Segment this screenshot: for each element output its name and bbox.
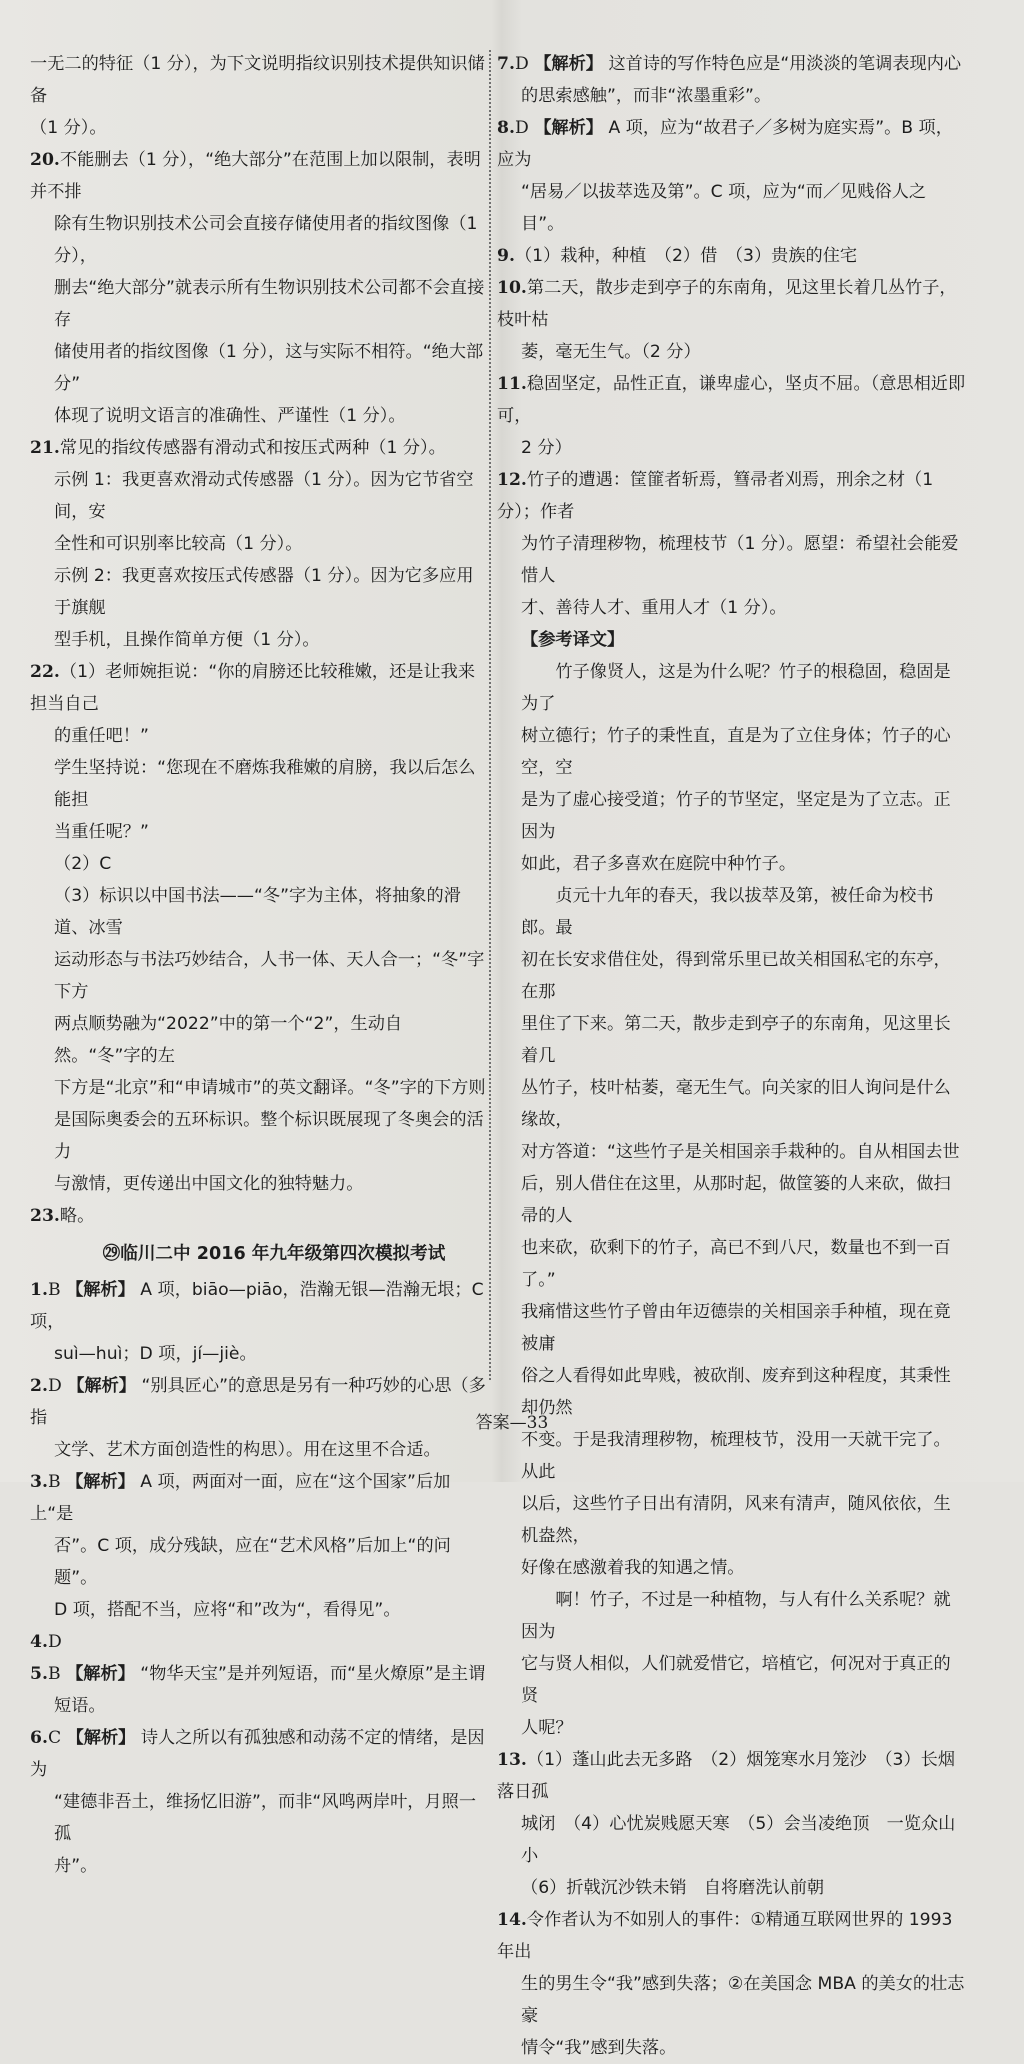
question-number: 4. bbox=[30, 1632, 48, 1652]
q8 bbox=[497, 112, 967, 240]
text-line: 诗人之所以有孤独感和动荡不定的情绪，是因为 bbox=[30, 1728, 485, 1780]
text-line: 也来砍，砍剩下的竹子，高已不到八尺，数量也不到一百了。” bbox=[521, 1238, 951, 1290]
translation-paragraph bbox=[521, 880, 967, 1584]
text-line: 示例 1：我更喜欢滑动式传感器（1 分）。因为它节省空间，安 bbox=[54, 470, 474, 522]
text-line: “居易／以拔萃选及第”。C 项，应为“而／见贱俗人之目”。 bbox=[521, 182, 927, 234]
text-line: 与激情，更传递出中国文化的独特魅力。 bbox=[54, 1174, 364, 1194]
analysis-tag: 【解析】 bbox=[534, 118, 603, 138]
text-line: （1）老师婉拒说：“你的肩膀还比较稚嫩，还是让我来担当自己 bbox=[30, 662, 476, 714]
text-line: 竹子像贤人，这是为什么呢？竹子的根稳固，稳固是为了 bbox=[521, 662, 951, 714]
text-line: 的思索感触”，而非“浓墨重彩”。 bbox=[521, 86, 772, 106]
text-line: 不变。于是我清理秽物，梳理枝节，没用一天就干完了。从此 bbox=[521, 1430, 951, 1482]
analysis-tag: 【解析】 bbox=[67, 1376, 136, 1396]
column-divider bbox=[489, 50, 491, 1380]
q23 bbox=[30, 1200, 488, 1232]
text-line: A 项，biāo—piāo，浩瀚无银—浩瀚无垠；C 项， bbox=[30, 1280, 484, 1332]
text-line: 好像在感激着我的知遇之情。 bbox=[521, 1558, 745, 1578]
text-line: 萎，毫无生气。（2 分） bbox=[521, 342, 701, 362]
text-line: 两点顺势融为“2022”中的第一个“2”，生动自然。“冬”字的左 bbox=[54, 1014, 403, 1066]
text-line: 才、善待人才、重用人才（1 分）。 bbox=[521, 598, 787, 618]
question-number: 13. bbox=[497, 1750, 527, 1770]
analysis-tag: 【解析】 bbox=[66, 1664, 135, 1684]
right-column bbox=[497, 48, 967, 2064]
left-column bbox=[30, 48, 488, 1882]
question-number: 9. bbox=[497, 246, 515, 266]
text-line: 以后，这些竹子日出有清阴，风来有清声，随风依依，生机盎然， bbox=[521, 1494, 951, 1546]
q20 bbox=[30, 144, 488, 432]
text-line: 后，别人借住在这里，从那时起，做筐篓的人来砍，做扫帚的人 bbox=[521, 1174, 951, 1226]
text-line: suì—huì；D 项，jí—jiè。 bbox=[54, 1344, 257, 1364]
text-line: （1 分）。 bbox=[30, 118, 107, 138]
question-number: 22. bbox=[30, 662, 60, 682]
text-line: 的重任吧！” bbox=[54, 726, 149, 746]
text-line: 体现了说明文语言的准确性、严谨性（1 分）。 bbox=[54, 406, 406, 426]
q1 bbox=[30, 1274, 488, 1370]
text-line: A 项，两面对一面，应在“这个国家”后加上“是 bbox=[30, 1472, 451, 1524]
text-line: D 项，搭配不当，应将“和”改为“，看得见”。 bbox=[54, 1600, 401, 1620]
question-number: 8. bbox=[497, 118, 515, 138]
text-line: 删去“绝大部分”就表示所有生物识别技术公司都不会直接存 bbox=[54, 278, 485, 330]
text-line: （1）蓬山此去无多路 （2）烟笼寒水月笼沙 （3）长烟落日孤 bbox=[497, 1750, 956, 1802]
q12 bbox=[497, 464, 967, 624]
text-line: 除有生物识别技术公司会直接存储使用者的指纹图像（1 分）， bbox=[54, 214, 478, 266]
text-line: 示例 2：我更喜欢按压式传感器（1 分）。因为它多应用于旗舰 bbox=[54, 566, 474, 618]
answer-letter: B bbox=[47, 1664, 61, 1684]
q10 bbox=[497, 272, 967, 368]
question-number: 21. bbox=[30, 438, 60, 458]
q4 bbox=[30, 1626, 488, 1658]
text-line: 这首诗的写作特色应是“用淡淡的笔调表现内心 bbox=[608, 54, 962, 74]
text-line: 当重任呢？” bbox=[54, 822, 149, 842]
reference-translation bbox=[497, 624, 967, 1744]
q5 bbox=[30, 1658, 488, 1722]
text-line: 第二天，散步走到亭子的东南角，见这里长着几丛竹子，枝叶枯 bbox=[497, 278, 957, 330]
text-line: 令作者认为不如别人的事件：①精通互联网世界的 1993 年出 bbox=[497, 1910, 953, 1962]
answer-letter: D bbox=[47, 1376, 62, 1396]
question-number: 3. bbox=[30, 1472, 48, 1492]
text-line: 初在长安求借住处，得到常乐里已故关相国私宅的东亭，在那 bbox=[521, 950, 951, 1002]
text-line: 竹子的遭遇：筐篚者斩焉，篲帚者刈焉，刑余之材（1 分）；作者 bbox=[497, 470, 934, 522]
answer-letter: D bbox=[514, 54, 529, 74]
q13 bbox=[497, 1744, 967, 1904]
text-line: 2 分） bbox=[521, 438, 572, 458]
q3 bbox=[30, 1466, 488, 1626]
text-line: 为竹子清理秽物，梳理枝节（1 分）。愿望：希望社会能爱惜人 bbox=[521, 534, 959, 586]
text-line: 下方是“北京”和“申请城市”的英文翻译。“冬”字的下方则 bbox=[54, 1078, 486, 1098]
text-line: 丛竹子，枝叶枯萎，毫无生气。向关家的旧人询问是什么缘故， bbox=[521, 1078, 951, 1130]
text-line: 运动形态与书法巧妙结合，人书一体、天人合一；“冬”字下方 bbox=[54, 950, 485, 1002]
text-line: 里住了下来。第二天，散步走到亭子的东南角，见这里长着几 bbox=[521, 1014, 951, 1066]
page-number: 答案—33 bbox=[475, 1413, 549, 1433]
text-line: 情令“我”感到失落。 bbox=[521, 2038, 677, 2058]
text-line: 学生坚持说：“您现在不磨炼我稚嫩的肩膀，我以后怎么能担 bbox=[54, 758, 476, 810]
analysis-tag: 【解析】 bbox=[66, 1472, 135, 1492]
analysis-tag: 【解析】 bbox=[534, 54, 603, 74]
text-line: 是为了虚心接受道；竹子的节坚定，坚定是为了立志。正因为 bbox=[521, 790, 951, 842]
text-line: “物华天宝”是并列短语，而“星火燎原”是主谓 bbox=[140, 1664, 486, 1684]
analysis-tag: 【解析】 bbox=[66, 1280, 135, 1300]
text-line: 树立德行；竹子的秉性直，直是为了立住身体；竹子的心空，空 bbox=[521, 726, 951, 778]
text-line: 否”。C 项，成分残缺，应在“艺术风格”后加上“的问题”。 bbox=[54, 1536, 451, 1588]
q19-tail bbox=[30, 48, 488, 144]
text-line: 稳固坚定，品性正直，谦卑虚心，坚贞不屈。（意思相近即可， bbox=[497, 374, 966, 426]
question-number: 12. bbox=[497, 470, 527, 490]
question-number: 10. bbox=[497, 278, 527, 298]
text-line: （1）栽种，种植 （2）借 （3）贵族的住宅 bbox=[514, 246, 858, 266]
text-line: 全性和可识别率比较高（1 分）。 bbox=[54, 534, 303, 554]
reference-translation-title: 【参考译文】 bbox=[521, 630, 625, 650]
question-number: 20. bbox=[30, 150, 60, 170]
text-line: 对方答道：“这些竹子是关相国亲手栽种的。自从相国去世 bbox=[521, 1142, 960, 1162]
text-line: 贞元十九年的春天，我以拔萃及第，被任命为校书郎。最 bbox=[521, 886, 934, 938]
text-line: 一无二的特征（1 分），为下文说明指纹识别技术提供知识储备 bbox=[30, 54, 485, 106]
question-number: 2. bbox=[30, 1376, 48, 1396]
text-line: 不能删去（1 分），“绝大部分”在范围上加以限制，表明并不排 bbox=[30, 150, 481, 202]
question-number: 14. bbox=[497, 1910, 527, 1930]
text-line: 城闭 （4）心忧炭贱愿天寒 （5）会当凌绝顶 一览众山小 bbox=[521, 1814, 956, 1866]
answer-letter: D bbox=[47, 1632, 62, 1652]
q21 bbox=[30, 432, 488, 656]
answer-letter: B bbox=[47, 1472, 61, 1492]
answer-letter: C bbox=[47, 1728, 62, 1748]
text-line: （2）C bbox=[54, 854, 112, 874]
text-line: 储使用者的指纹图像（1 分），这与实际不相符。“绝大部分” bbox=[54, 342, 484, 394]
text-line: 型手机，且操作简单方便（1 分）。 bbox=[54, 630, 320, 650]
text-line: 啊！竹子，不过是一种植物，与人有什么关系呢？就因为 bbox=[521, 1590, 951, 1642]
answer-letter: B bbox=[47, 1280, 61, 1300]
q11 bbox=[497, 368, 967, 464]
q22 bbox=[30, 656, 488, 1200]
q7 bbox=[497, 48, 967, 112]
text-line: 生的男生令“我”感到失落；②在美国念 MBA 的美女的壮志豪 bbox=[521, 1974, 965, 2026]
text-line: （3）标识以中国书法——“冬”字为主体，将抽象的滑道、冰雪 bbox=[54, 886, 461, 938]
text-line: 是国际奥委会的五环标识。整个标识既展现了冬奥会的活力 bbox=[54, 1110, 484, 1162]
question-number: 1. bbox=[30, 1280, 48, 1300]
text-line: 常见的指纹传感器有滑动式和按压式两种（1 分）。 bbox=[59, 438, 446, 458]
question-number: 6. bbox=[30, 1728, 48, 1748]
text-line: 俗之人看得如此卑贱，被砍削、废弃到这种程度，其秉性却仍然 bbox=[521, 1366, 951, 1418]
text-line: 它与贤人相似，人们就爱惜它，培植它，何况对于真正的贤 bbox=[521, 1654, 951, 1706]
text-line: 如此，君子多喜欢在庭院中种竹子。 bbox=[521, 854, 797, 874]
text-line: 我痛惜这些竹子曾由年迈德崇的关相国亲手种植，现在竟被庸 bbox=[521, 1302, 951, 1354]
question-number: 5. bbox=[30, 1664, 48, 1684]
section-title: ㉙临川二中 2016 年九年级第四次模拟考试 bbox=[102, 1244, 446, 1264]
text-line: 略。 bbox=[59, 1206, 95, 1226]
q9 bbox=[497, 240, 967, 272]
text-line: A 项，应为“故君子／多树为庭实焉”。B 项，应为 bbox=[497, 118, 953, 170]
q6 bbox=[30, 1722, 488, 1882]
text-line: 文学、艺术方面创造性的构思）。用在这里不合适。 bbox=[54, 1440, 441, 1460]
answer-letter: D bbox=[514, 118, 529, 138]
question-number: 11. bbox=[497, 374, 527, 394]
translation-paragraph bbox=[521, 656, 967, 880]
text-line: 短语。 bbox=[54, 1696, 106, 1716]
text-line: （6）折戟沉沙铁未销 自将磨洗认前朝 bbox=[521, 1878, 825, 1898]
translation-paragraph bbox=[521, 1584, 967, 1744]
analysis-tag: 【解析】 bbox=[66, 1728, 136, 1748]
q14 bbox=[497, 1904, 967, 2064]
question-number: 23. bbox=[30, 1206, 60, 1226]
question-number: 7. bbox=[497, 54, 515, 74]
text-line: 舟”。 bbox=[54, 1856, 98, 1876]
text-line: “别具匠心”的意思是另有一种巧妙的心思（多指 bbox=[30, 1376, 486, 1428]
text-line: “建德非吾土，维扬忆旧游”，而非“风鸣两岸叶，月照一孤 bbox=[54, 1792, 477, 1844]
text-line: 人呢？ bbox=[521, 1718, 573, 1738]
